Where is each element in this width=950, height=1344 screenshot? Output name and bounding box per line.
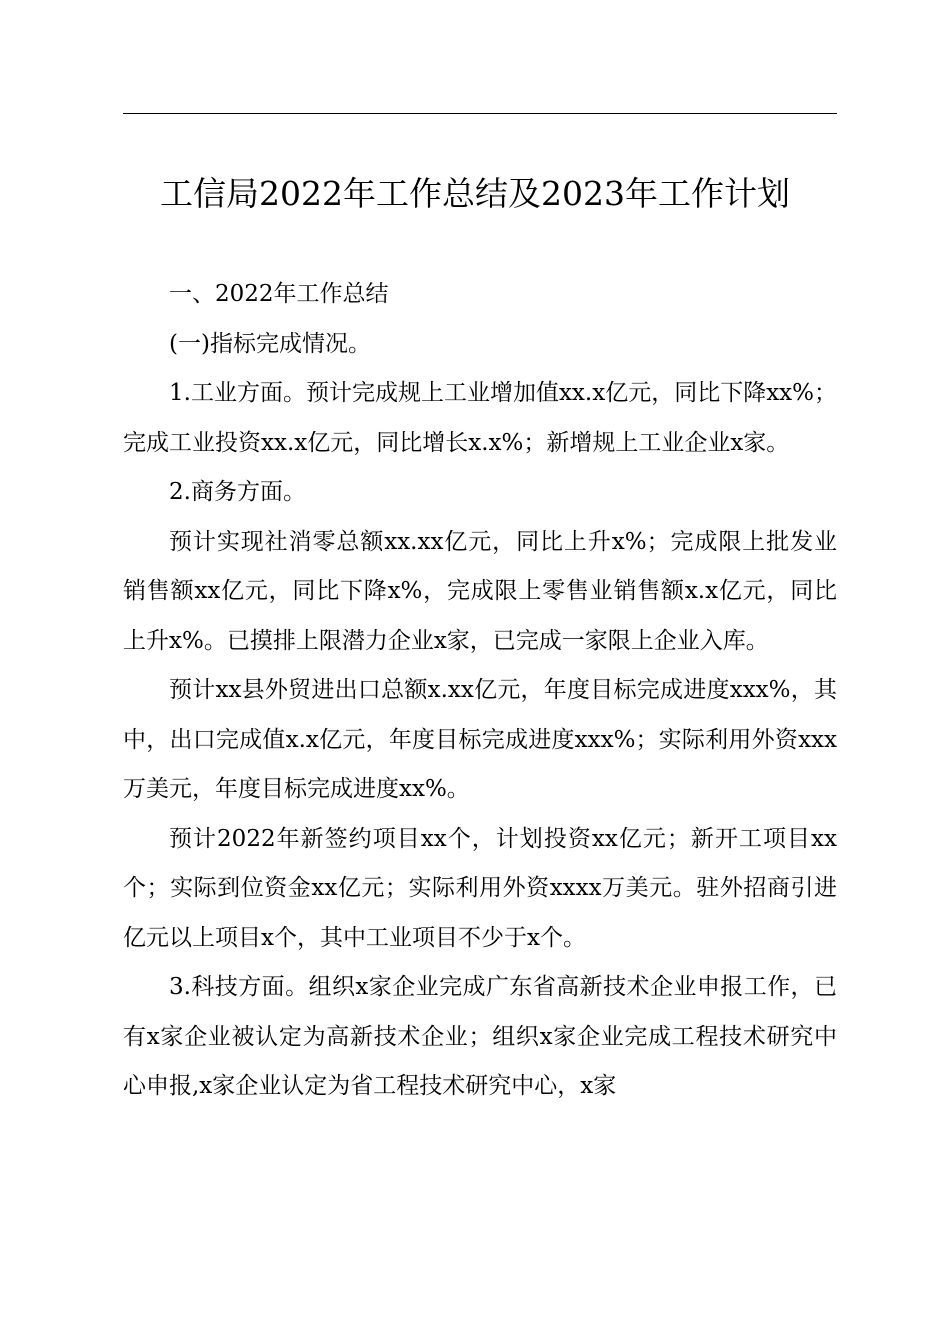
paragraph-industry: 1.工业方面。预计完成规上工业增加值xx.x亿元，同比下降xx%；完成工业投资xx.x亿元，同比增长x.x%；新增规上工业企业x家。	[123, 380, 837, 456]
paragraph-technology: 3.科技方面。组织x家企业完成广东省高新技术企业申报工作，已有x家企业被认定为高新技术企业；组织x家企业完成工程技术研究中心申报,x家企业认定为省工程技术研究中心，x家	[123, 974, 837, 1099]
subsection-heading: (一)指标完成情况。	[169, 330, 371, 357]
paragraph-investment: 预计2022年新签约项目xx个，计划投资xx亿元；新开工项目xx个；实际到位资金xx亿元；实际利用外资xxxx万美元。驻外招商引进亿元以上项目x个，其中工业项目不少于x个。	[123, 825, 837, 951]
paragraph-trade: 预计xx县外贸进出口总额x.xx亿元，年度目标完成进度xxx%，其中，出口完成值x.x亿元，年度目标完成进度xxx%；实际利用外资xxx万美元，年度目标完成进度xx%。	[123, 677, 837, 802]
section-heading: 一、2022年工作总结	[169, 281, 389, 307]
paragraph-commerce-heading: 2.商务方面。	[169, 479, 306, 505]
document-body	[123, 270, 837, 1112]
header-rule	[123, 113, 837, 114]
paragraph-retail: 预计实现社消零总额xx.xx亿元，同比上升x%；完成限上批发业销售额xx亿元，同比下降x%，完成限上零售业销售额x.x亿元，同比上升x%。已摸排上限潜力企业x家，已完成一家限上企业入库。	[123, 528, 837, 654]
document-title: 工信局2022年工作总结及2023年工作计划	[160, 174, 790, 213]
